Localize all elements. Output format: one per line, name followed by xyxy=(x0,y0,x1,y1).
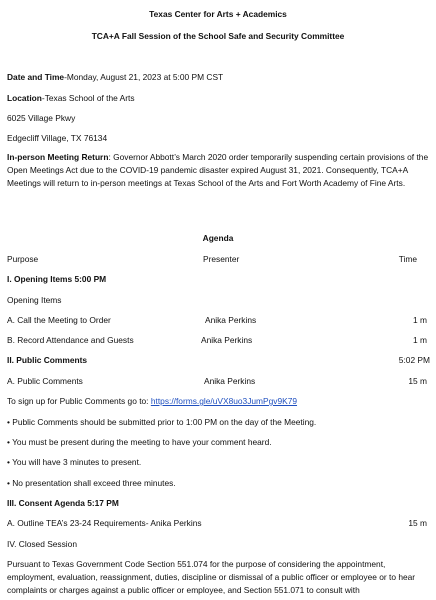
location-line xyxy=(7,93,135,103)
meeting-return-text: : Governor Abbott’s March 2020 order temporarily suspending certain provisions of the Open Meetings Act due to the COVID-19 pandemic disaster expired August 31, 2021. Consequently, TCA+A Meetings will return to in-person meetings at Texas School of the Arts and Fort Worth Academy of Fine Arts. xyxy=(7,152,429,188)
col-purpose: Purpose xyxy=(7,254,39,264)
bullet-item: • You must be present during the meeting to have your comment heard. xyxy=(7,437,272,447)
address-line-1: 6025 Village Pkwy xyxy=(7,113,76,123)
location-value: -Texas School of the Arts xyxy=(41,93,135,103)
datetime-line xyxy=(7,72,223,82)
row-presenter: Anika Perkins xyxy=(204,376,256,386)
bullet-item: • Public Comments should be submitted prior to 1:00 PM on the day of the Meeting. xyxy=(7,417,317,427)
org-title: Texas Center for Arts + Academics xyxy=(149,9,287,19)
row-purpose: A. Call the Meeting to Order xyxy=(7,315,111,325)
section-closed-heading: IV. Closed Session xyxy=(7,539,77,549)
bullet-item: • You will have 3 minutes to present. xyxy=(7,457,142,467)
opening-items-sub: Opening Items xyxy=(7,295,62,305)
col-time: Time xyxy=(398,254,417,264)
section-public-comments-time: 5:02 PM xyxy=(398,355,430,365)
row-time: 15 m xyxy=(408,518,427,528)
location-label: Location xyxy=(7,93,42,103)
address-line-2: Edgecliff Village, TX 76134 xyxy=(7,133,108,143)
row-presenter: Anika Perkins xyxy=(205,315,257,325)
row-purpose: B. Record Attendance and Guests xyxy=(7,335,134,345)
row-time: 1 m xyxy=(413,335,427,345)
col-presenter: Presenter xyxy=(203,254,240,264)
bullet-item: • No presentation shall exceed three minutes. xyxy=(7,478,176,488)
agenda-title: Agenda xyxy=(202,233,234,243)
meeting-return-paragraph xyxy=(7,151,431,190)
row-time: 15 m xyxy=(408,376,427,386)
row-purpose: A. Outline TEA’s 23-24 Requirements- Anika Perkins xyxy=(7,518,202,528)
row-presenter: Anika Perkins xyxy=(201,335,253,345)
meeting-title: TCA+A Fall Session of the School Safe and Security Committee xyxy=(91,31,345,41)
section-consent-heading: III. Consent Agenda 5:17 PM xyxy=(7,498,119,508)
signup-link[interactable]: https://forms.gle/uVX8uo3JumPgv9K79 xyxy=(150,396,298,406)
closed-session-paragraph: Pursuant to Texas Government Code Section 551.074 for the purpose of considering the appointment, employment, evaluation, reassignment, duties, discipline or dismissal of a public officer or employee or to hear complaints or charges against a public officer or employee, and Section 551.071 to consult with xyxy=(7,559,416,595)
datetime-value: -Monday, August 21, 2023 at 5:00 PM CST xyxy=(64,72,224,82)
signup-text: To sign up for Public Comments go to: xyxy=(7,396,151,406)
row-purpose: A. Public Comments xyxy=(7,376,83,386)
meeting-return-label: In-person Meeting Return xyxy=(7,152,109,162)
datetime-label: Date and Time xyxy=(7,72,65,82)
section-public-comments-heading: II. Public Comments xyxy=(7,355,88,365)
section-opening-heading: I. Opening Items 5:00 PM xyxy=(7,274,107,284)
signup-line xyxy=(7,396,297,406)
row-time: 1 m xyxy=(413,315,427,325)
